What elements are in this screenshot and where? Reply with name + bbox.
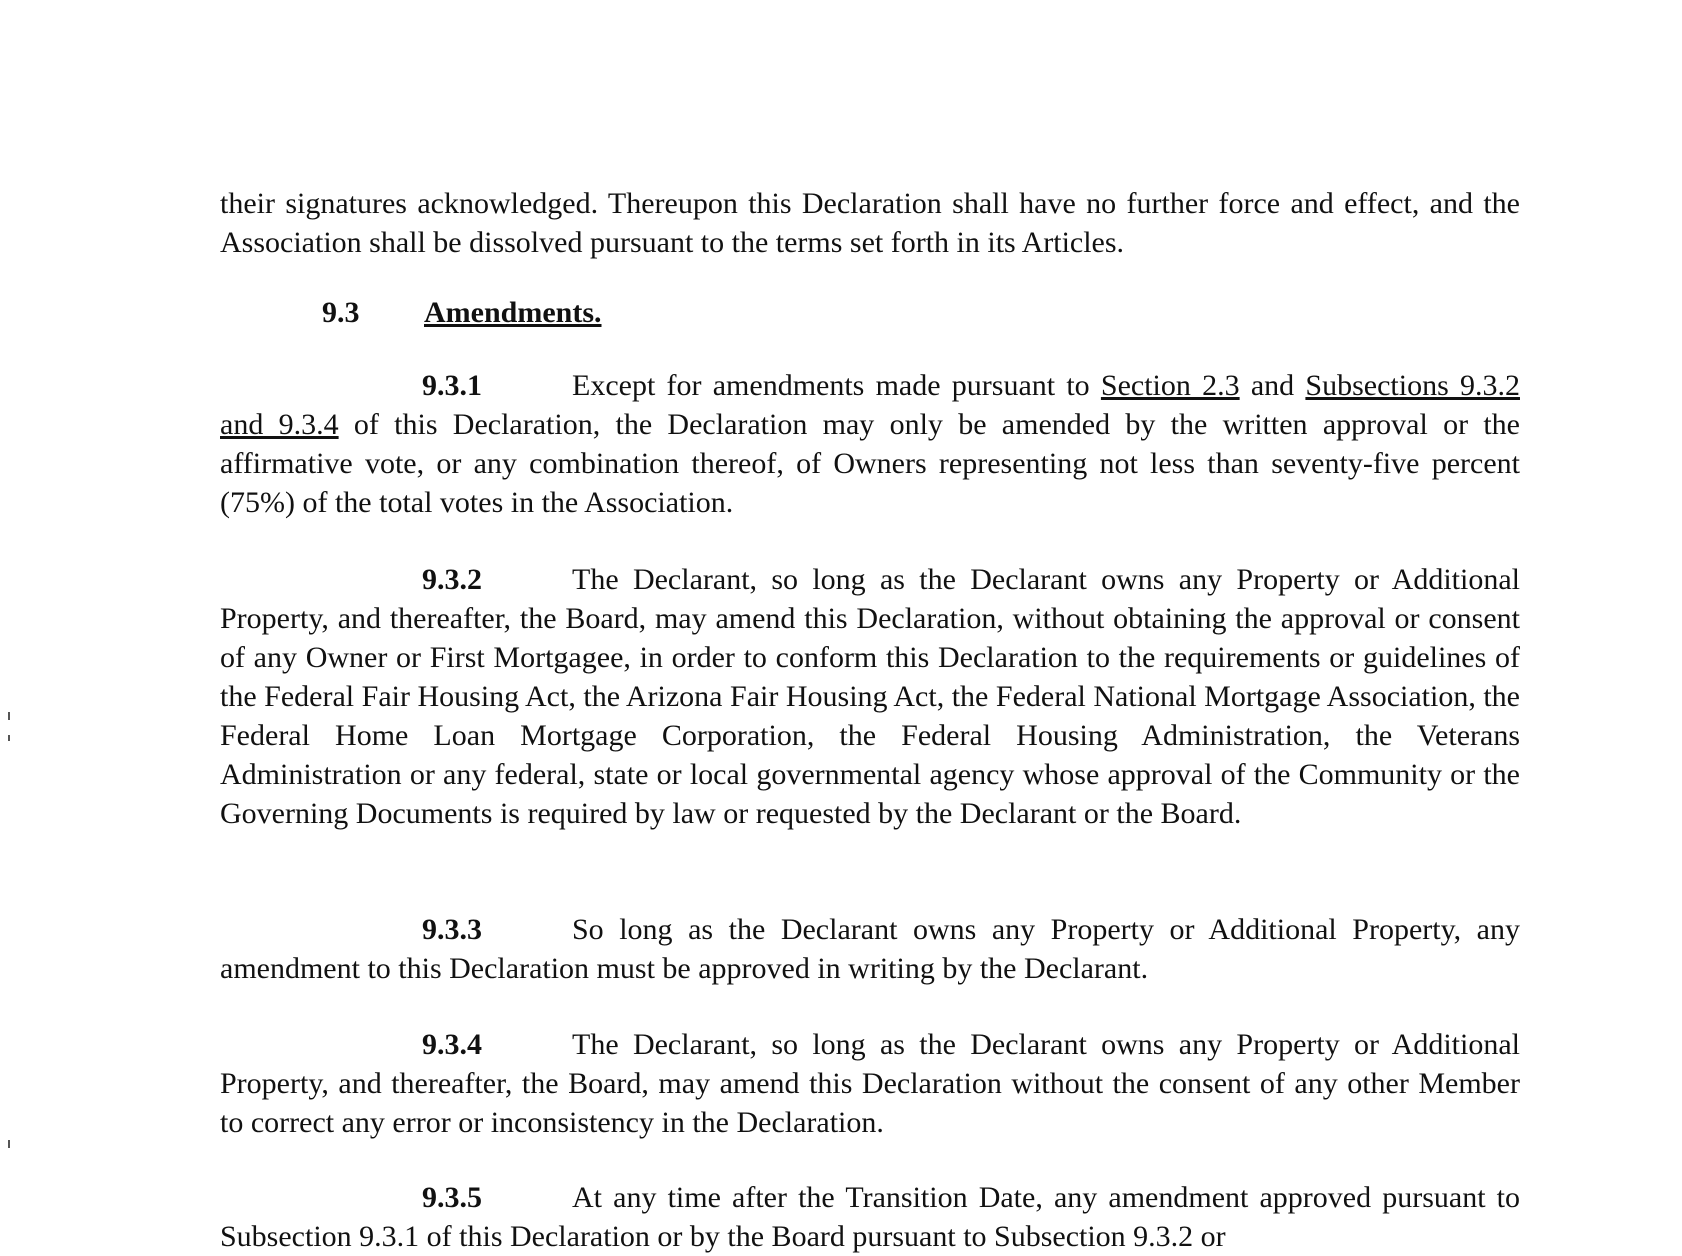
subsections-reference: Subsections 9.3.2 and 9.3.4 bbox=[220, 369, 1520, 441]
subsection-text: and bbox=[1239, 369, 1306, 402]
section-reference: Section 2.3 bbox=[1100, 369, 1240, 402]
subsection-text: The Declarant, so long as the Declarant owns any Property or Additional Property, and thereafter, the Board, may amend this Declaration without the consent of any other Member to correct any error or inconsistency in the Declaration. bbox=[220, 1028, 1520, 1139]
subsection-9-3-5 bbox=[220, 1178, 1520, 1256]
subsection-number: 9.3.1 bbox=[422, 369, 482, 402]
subsection-number: 9.3.3 bbox=[422, 913, 482, 946]
subsection-number: 9.3.5 bbox=[422, 1181, 482, 1214]
subsection-9-3-4 bbox=[220, 1025, 1520, 1142]
subsection-9-3-2 bbox=[220, 560, 1520, 833]
subsection-text: Except for amendments made pursuant to bbox=[572, 369, 1101, 402]
scan-mark bbox=[8, 1140, 10, 1148]
subsection-9-3-1 bbox=[220, 366, 1520, 522]
section-heading bbox=[322, 296, 602, 330]
subsection-number: 9.3.2 bbox=[422, 563, 482, 596]
subsection-text: of this Declaration, the Declaration may only be amended by the written approval or the affirmative vote, or any combination thereof, of Owners representing not less than seventy-five percent (75%) of the total votes in the Association. bbox=[220, 408, 1520, 519]
intro-paragraph bbox=[220, 184, 1520, 262]
subsection-text: So long as the Declarant owns any Property or Additional Property, any amendment to this Declaration must be approved in writing by the Declarant. bbox=[220, 913, 1520, 985]
scan-mark bbox=[8, 735, 10, 741]
subsection-number: 9.3.4 bbox=[422, 1028, 482, 1061]
subsection-text: At any time after the Transition Date, any amendment approved pursuant to Subsection 9.3.1 of this Declaration or by the Board pursuant to Subsection 9.3.2 or bbox=[220, 1181, 1520, 1253]
section-title: Amendments. bbox=[424, 296, 602, 329]
subsection-text: The Declarant, so long as the Declarant owns any Property or Additional Property, and thereafter, the Board, may amend this Declaration, without obtaining the approval or consent of any Owner or First Mortgagee, in order to conform this Declaration to the requirements or guidelines of the Federal Fair Housing Act, the Arizona Fair Housing Act, the Federal National Mortgage Association, the Federal Home Loan Mortgage Corporation, the Federal Housing Administration, the Veterans Administration or any federal, state or local governmental agency whose approval of the Community or the Governing Documents is required by law or requested by the Declarant or the Board. bbox=[220, 563, 1520, 830]
subsection-9-3-3 bbox=[220, 910, 1520, 988]
scan-mark bbox=[8, 712, 10, 720]
intro-paragraph-text: their signatures acknowledged. Thereupon this Declaration shall have no further force and effect, and the Association shall be dissolved pursuant to the terms set forth in its Articles. bbox=[220, 187, 1520, 259]
section-number: 9.3 bbox=[322, 296, 360, 329]
